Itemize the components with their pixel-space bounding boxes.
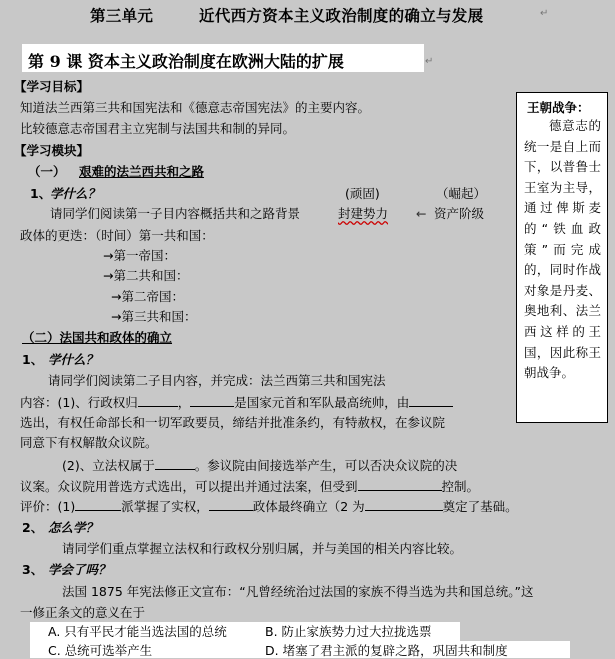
modules-heading: 【学习模块】 [14,143,90,158]
content-line-2: 选出，有权任命部长和一切军政要员，缔结并批准条约，有特赦权，在参议院 [20,415,446,430]
option-c[interactable]: C. 总统可选举产生 [48,643,153,658]
item1-label: 1、 [30,186,52,201]
unit-label: 第三单元 [90,6,154,25]
regime-first-empire: →第一帝国： [103,248,176,263]
section2-title: （二）法国共和政体的确立 [22,330,173,345]
read-line: 请同学们阅读第二子目内容，并完成：法兰西第三共和国宪法 [48,373,386,388]
blank-legislative [155,457,195,470]
eval-mid-1: 派掌握了实权， [121,499,209,514]
blank-executive [138,394,178,407]
eval-end: 奠定了基础。 [442,499,518,514]
content-line-1 [20,394,453,411]
house-line: 议案。众议院用普选方式选出，可以提出并通过法案，但受到 [20,479,358,494]
blank-foundation [365,498,443,511]
blank-control [358,478,442,491]
power-line-1 [62,457,457,474]
section1-title: 艰难的法兰西共和之路 [79,164,205,179]
question-line-2: 一修正条文的意义在于 [20,605,146,620]
content-suffix: 是国家元首和军队最高统帅，由 [234,395,410,410]
regime-line: 政体的更迭：（时间）第一共和国： [20,228,214,243]
bourgeoisie: 资产阶级 [434,206,485,221]
dynastic-war-note [516,92,608,423]
option-b[interactable]: B. 防止家族势力过大拉拢选票 [265,624,432,639]
feudal-forces: 封建势力 [338,206,389,221]
return-mark: ↵ [425,56,434,67]
power-line-2 [20,478,479,495]
item2-line: 请同学们重点掌握立法权和行政权分别归属，并与美国的相关内容比较。 [62,541,463,556]
content-prefix: 内容：(1)、行政权归 [20,395,138,410]
option-d[interactable]: D. 堵塞了君主派的复辟之路，巩固共和制度 [265,643,508,658]
item3-title: 学会了吗？ [48,562,111,577]
goals-heading: 【学习目标】 [14,79,90,94]
content-mid: ， [177,395,191,410]
item2-label: 2、 [22,520,44,535]
house-line-end: 控制。 [441,479,480,494]
item1-title-2: 学什么？ [48,352,99,367]
item1-label-2: 1、 [22,352,44,367]
content-line-3: 同意下有权解散众议院。 [20,435,158,450]
note-body: 德意志的统一是自上而下，以普鲁士王室为主导，通过俾斯麦的“铁血政策”而完成的，同时作战对象是丹麦、奥地利、法兰西这样的王国，因此称王朝战争。 [524,118,601,381]
label-rise: （崛起） [436,186,487,201]
section1-prefix: （一） [28,164,66,179]
lesson-title: 第 9 课 资本主义政治制度在欧洲大陆的扩展 [28,52,344,71]
goal-line-1: 知道法兰西第三共和国宪法和《德意志帝国宪法》的主要内容。 [20,100,371,115]
return-mark: ↵ [540,8,549,19]
question-line-1: 法国 1875 年宪法修正文宣布：“凡曾经统治过法国的家族不得当选为共和国总统。”这 [62,584,534,599]
arrow-left-icon: ← [416,206,427,221]
legislative-prefix: (2)、立法权属于 [62,458,155,473]
regime-second-empire: →第二帝国： [111,289,184,304]
note-title: 王朝战争： [527,100,590,115]
regime-third-republic: →第三共和国： [111,309,197,324]
goal-line-2: 比较德意志帝国君主立宪制与法国共和制的异同。 [20,121,296,136]
blank-regime [209,498,253,511]
intro-line: 请同学们阅读第一子目内容概括共和之路背景 [50,206,301,221]
blank-head [190,394,234,407]
item2-title: 怎么学？ [48,520,99,535]
item1-title: 学什么？ [50,186,101,201]
option-a[interactable]: A. 只有平民才能当选法国的总统 [48,624,227,639]
unit-title: 近代西方资本主义政治制度的确立与发展 [199,6,484,25]
regime-second-republic: →第二共和国： [103,268,189,283]
label-stubborn: (顽固) [345,186,380,201]
legislative-suffix: 。参议院由间接选举产生，可以否决众议院的决 [194,458,458,473]
item3-label: 3、 [22,562,44,577]
eval-mid-2: 政体最终确立（2 为 [252,499,365,514]
blank-faction [75,498,121,511]
evaluation-line [20,498,518,515]
eval-prefix: 评价：(1) [20,499,76,514]
blank-elected-by [409,394,453,407]
